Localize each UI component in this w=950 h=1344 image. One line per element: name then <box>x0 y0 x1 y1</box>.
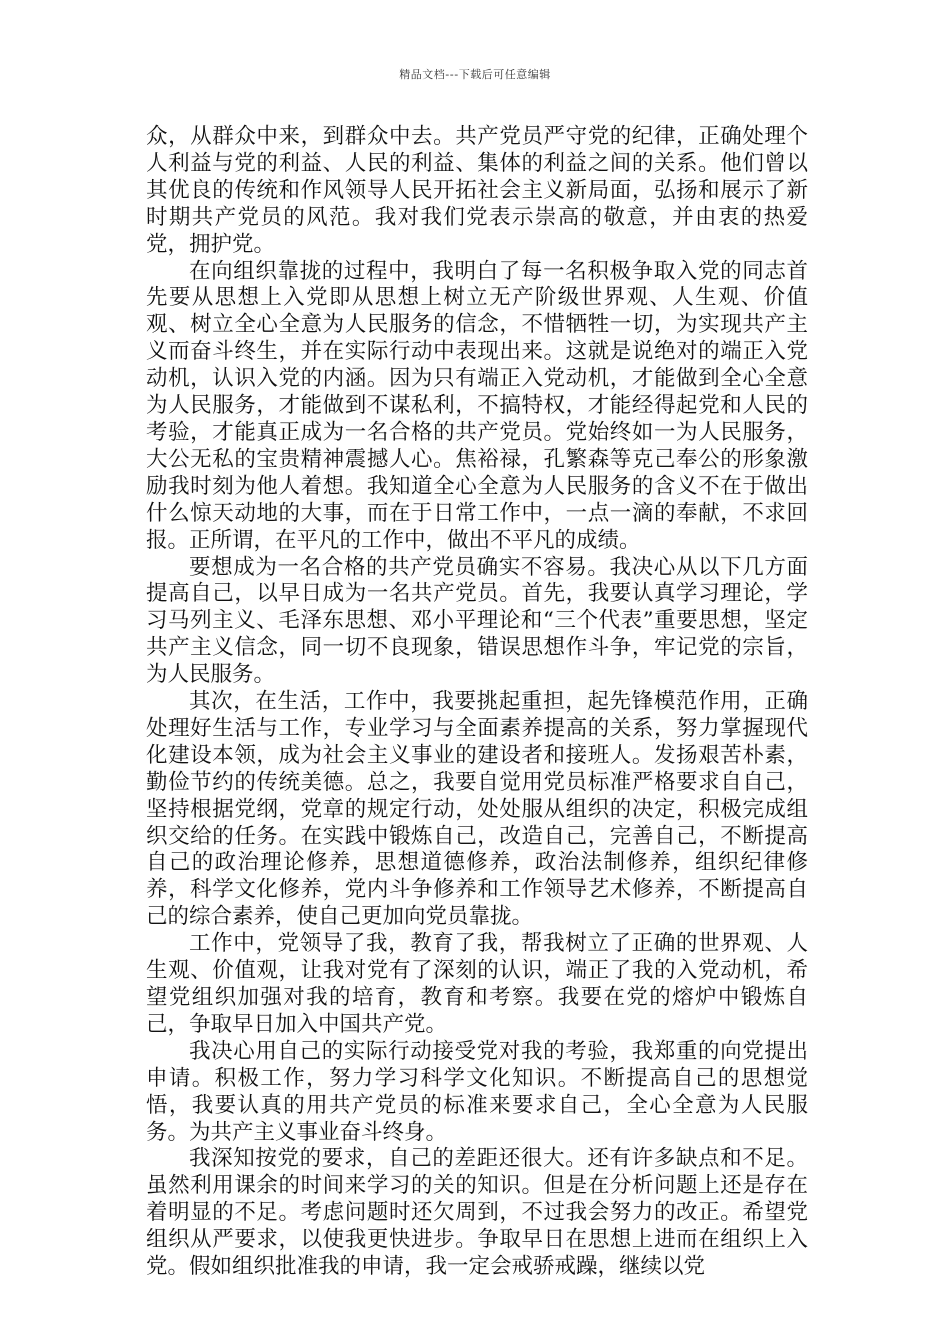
paragraph-7: 我深知按党的要求，自己的差距还很大。还有许多缺点和不足。虽然利用课余的时间来学习的关的知识。但是在分析问题上还是存在着明显的不足。考虑问题时还欠周到，不过我会努力的改正。希望党组织从严要求，以使我更快进步。争取早日在思想上进而在组织上入党。假如组织批准我的申请，我一定会戒骄戒躁，继续以党 <box>146 1146 808 1280</box>
page-header: 精品文档---下载后可任意编辑 <box>399 68 551 81</box>
paragraph-5: 工作中，党领导了我，教育了我，帮我树立了正确的世界观、人生观、价值观，让我对党有了深刻的认识，端正了我的入党动机，希望党组织加强对我的培育，教育和考察。我要在党的熔炉中锻炼自己，争取早日加入中国共产党。 <box>146 931 808 1037</box>
paragraph-6: 我决心用自己的实际行动接受党对我的考验，我郑重的向党提出申请。积极工作，努力学习科学文化知识。不断提高自己的思想觉悟，我要认真的用共产党员的标准来要求自己，全心全意为人民服务。为共产主义事业奋斗终身。 <box>146 1038 808 1145</box>
document-body <box>146 124 808 1281</box>
paragraph-3: 要想成为一名合格的共产党员确实不容易。我决心从以下几方面提高自己，以早日成为一名共产党员。首先，我要认真学习理论，学习马列主义、毛泽东思想、邓小平理论和“三个代表”重要思想，坚定共产主义信念，同一切不良现象，错误思想作斗争，牢记党的宗旨，为人民服务。 <box>146 554 808 688</box>
paragraph-4: 其次，在生活，工作中，我要挑起重担，起先锋模范作用，正确处理好生活与工作，专业学习与全面素养提高的关系，努力掌握现代化建设本领，成为社会主义事业的建设者和接班人。发扬艰苦朴素，勤俭节约的传统美德。总之，我要自觉用党员标准严格要求自自己，坚持根据党纲，党章的规定行动，处处服从组织的决定，积极完成组织交给的任务。在实践中锻炼自己，改造自己，完善自己，不断提高自己的政治理论修养，思想道德修养，政治法制修养，组织纪律修养，科学文化修养，党内斗争修养和工作领导艺术修养，不断提高自己的综合素养，使自己更加向党员靠拢。 <box>146 689 808 930</box>
paragraph-1: 众，从群众中来，到群众中去。共产党员严守党的纪律，正确处理个人利益与党的利益、人民的利益、集体的利益之间的关系。他们曾以其优良的传统和作风领导人民开拓社会主义新局面，弘扬和展示了新时期共产党员的风范。我对我们党表示崇高的敬意，并由衷的热爱党，拥护党。 <box>146 124 808 257</box>
paragraph-2: 在向组织靠拢的过程中，我明白了每一名积极争取入党的同志首先要从思想上入党即从思想上树立无产阶级世界观、人生观、价值观、树立全心全意为人民服务的信念，不惜牺牲一切，为实现共产主义而奋斗终生，并在实际行动中表现出来。这就是说绝对的端正入党动机，认识入党的内涵。因为只有端正入党动机，才能做到全心全意为人民服务，才能做到不谋私利，不搞特权，才能经得起党和人民的考验，才能真正成为一名合格的共产党员。党始终如一为人民服务，大公无私的宝贵精神震撼人心。焦裕禄，孔繁森等克己奉公的形象激励我时刻为他人着想。我知道全心全意为人民服务的含义不在于做出什么惊天动地的大事，而在于日常工作中，一点一滴的奉献，不求回报。正所谓，在平凡的工作中，做出不平凡的成绩。 <box>146 258 808 553</box>
